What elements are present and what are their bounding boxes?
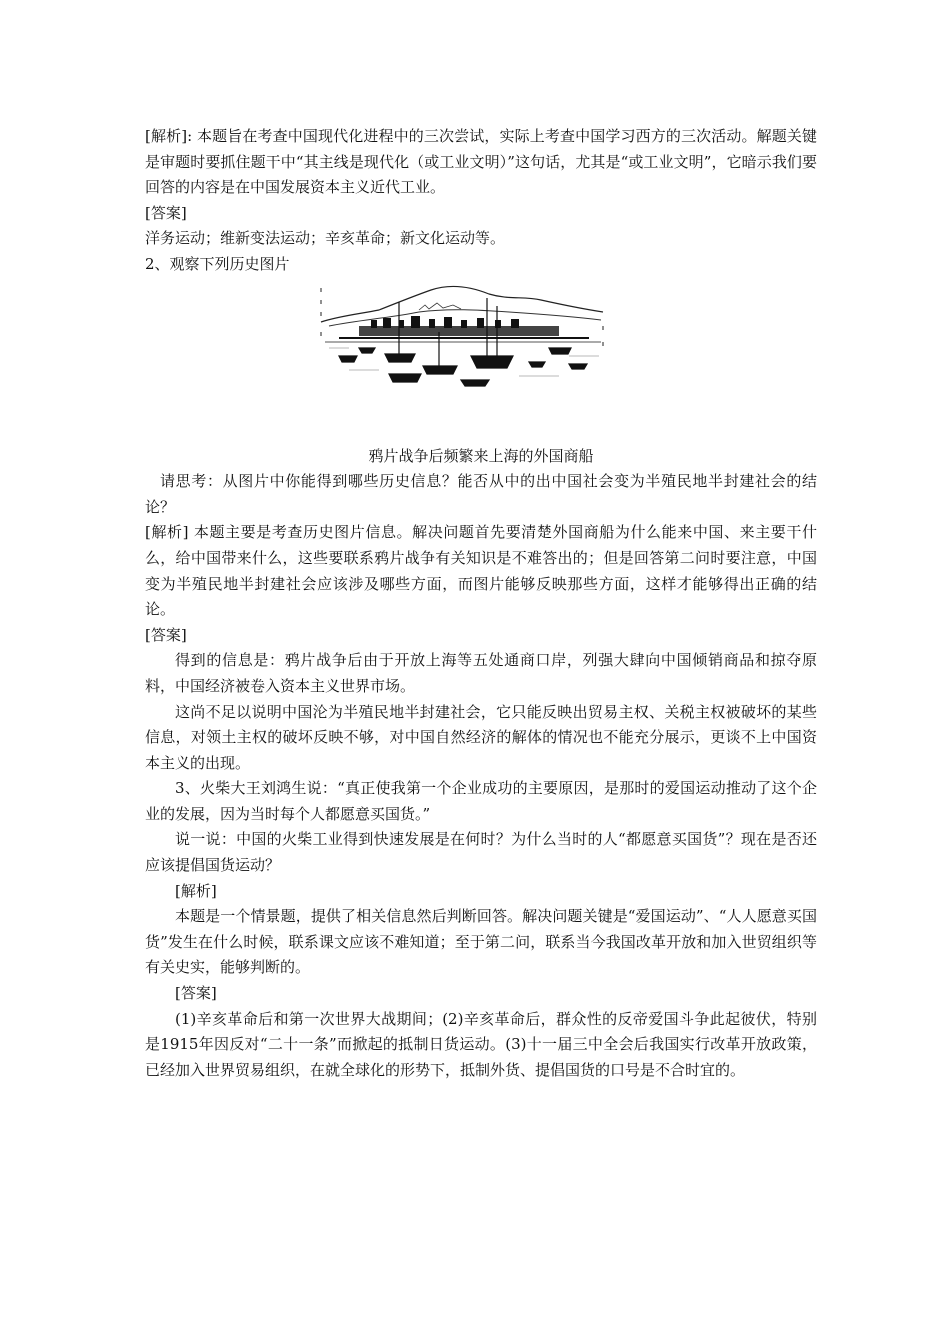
q3-analysis-label: [解析] (175, 881, 217, 900)
q2-question: 请思考：从图片中你能得到哪些历史信息？能否从中的出中国社会变为半殖民地半封建社会的结论？ (145, 472, 817, 516)
q3-answer: (1)辛亥革命后和第一次世界大战期间；(2)辛亥革命后，群众性的反帝爱国斗争此起彼伏，特别是1915年因反对“二十一条”而掀起的抵制日货运动。(3)十一届三中全会后我国实行改革开放政策，已经加入世界贸易组织，在就全球化的形势下，抵制外货、提倡国货的口号是不合时宜的。 (145, 1009, 817, 1079)
q3-question: 说一说：中国的火柴工业得到快速发展是在何时？为什么当时的人“都愿意买国货”？现在是否还应该提倡国货运动？ (145, 830, 817, 875)
q2-answer-label: [答案] (145, 625, 187, 644)
q2-answer-p2: 这尚不足以说明中国沦为半殖民地半封建社会，它只能反映出贸易主权、关税主权被破坏的某些信息，对领土主权的破坏反映不够，对中国自然经济的解体的情况也不能充分展示，更谈不上中国资本主义的出现。 (145, 702, 817, 772)
historical-illustration (145, 282, 817, 392)
document-body (145, 124, 817, 1083)
q2-answer-p1: 得到的信息是：鸦片战争后由于开放上海等五处通商口岸，列强大肆向中国倾销商品和掠夺原料，中国经济被卷入资本主义世界市场。 (145, 651, 817, 695)
q2-title: 2、观察下列历史图片 (145, 254, 290, 273)
q1-answer-label: [答案] (145, 203, 187, 222)
q2-analysis: [解析] 本题主要是考查历史图片信息。解决问题首先要清楚外国商船为什么能来中国、来主要干什么，给中国带来什么，这些要联系鸦片战争有关知识是不难答出的；但是回答第二问时要注意，中国变为半殖民地半封建社会应该涉及哪些方面，而图片能够反映那些方面，这样才能够得出正确的结论。 (145, 523, 817, 619)
figure-caption: 鸦片战争后频繁来上海的外国商船 (368, 446, 594, 465)
q3-analysis: 本题是一个情景题，提供了相关信息然后判断回答。解决问题关键是“爱国运动”、“人人愿意买国货”发生在什么时候，联系课文应该不难知道；至于第二问，联系当今我国改革开放和加入世贸组织等有关史实，能够判断的。 (145, 907, 817, 977)
q3-intro: 3、火柴大王刘鸿生说：“真正使我第一个企业成功的主要原因，是那时的爱国运动推动了这个企业的发展，因为当时每个人都愿意买国货。” (145, 779, 817, 823)
q1-analysis: [解析]: 本题旨在考查中国现代化进程中的三次尝试，实际上考查中国学习西方的三次活动。解题关键是审题时要抓住题干中“其主线是现代化（或工业文明）”这句话，尤其是“或工业文明”，它暗示我们要回答的内容是在中国发展资本主义近代工业。 (145, 127, 817, 197)
q1-answer: 洋务运动；维新变法运动；辛亥革命；新文化运动等。 (145, 229, 506, 248)
harbor-ships-drawing (319, 282, 605, 392)
q3-answer-label: [答案] (175, 984, 217, 1003)
